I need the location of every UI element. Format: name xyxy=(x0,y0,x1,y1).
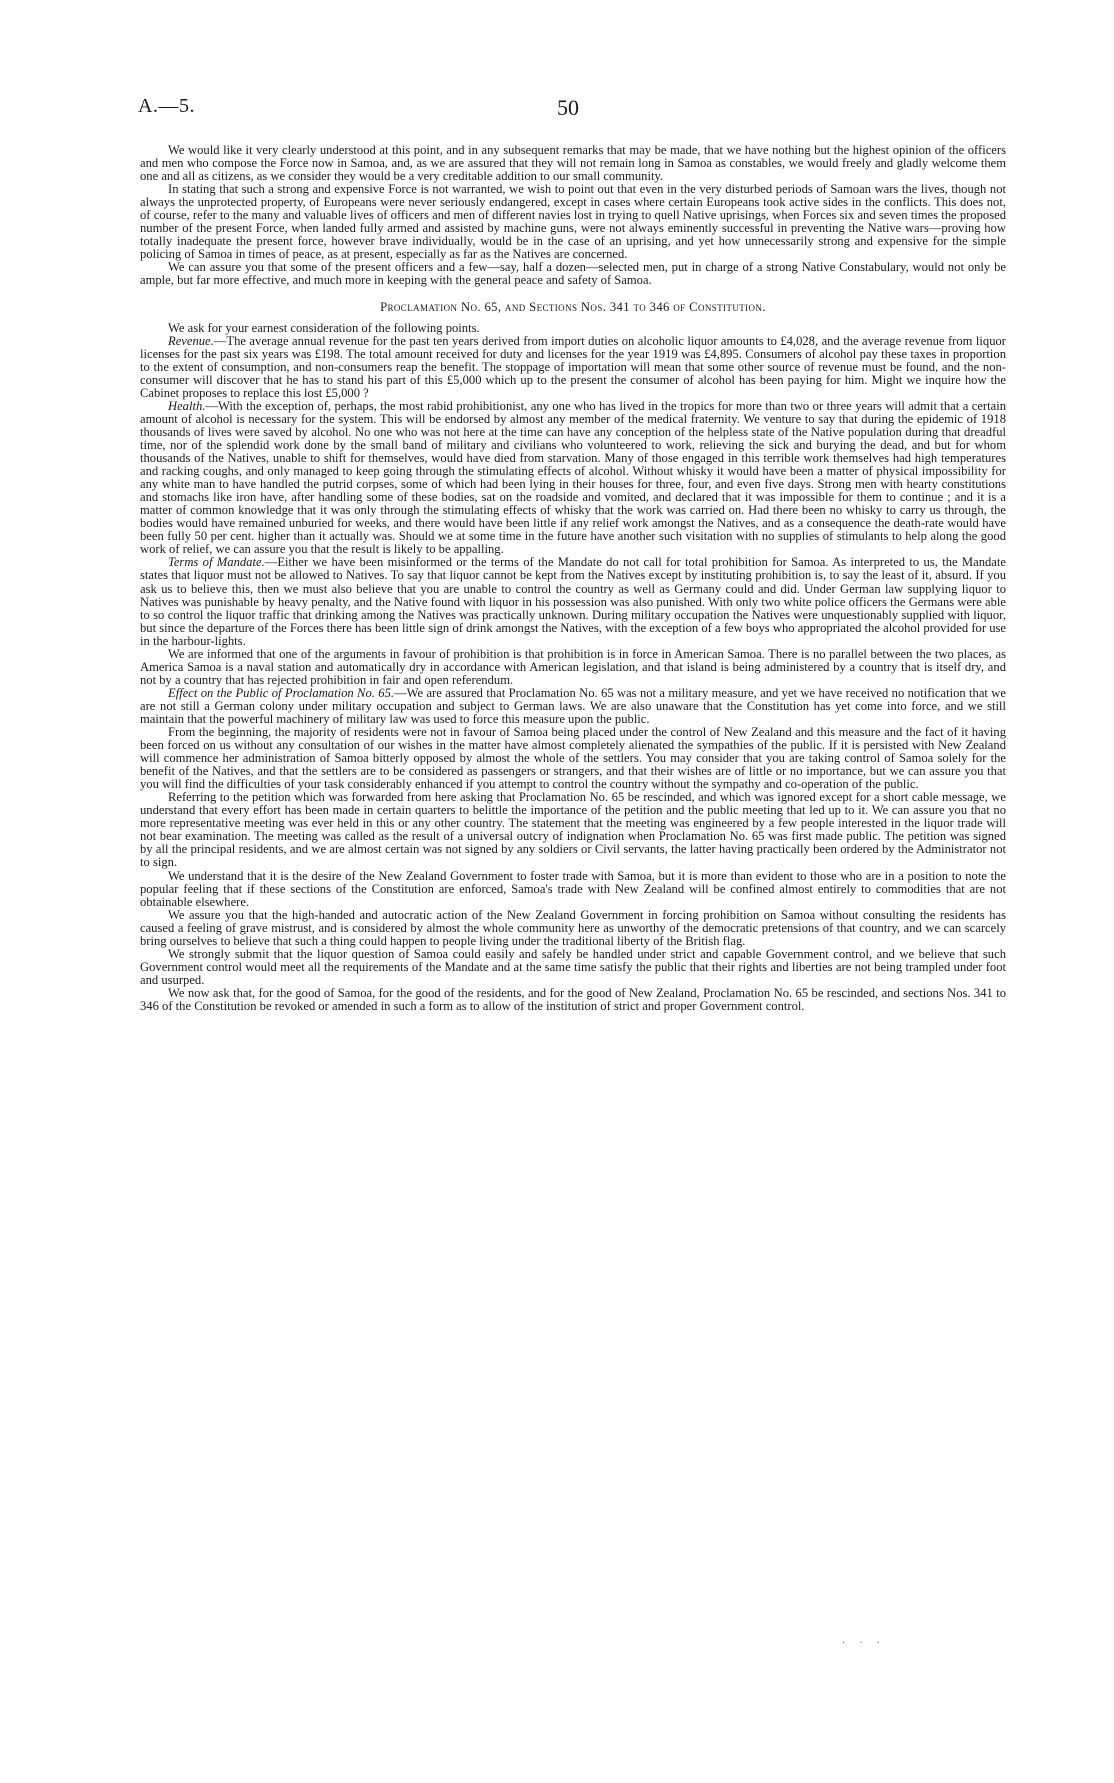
paragraph: We would like it very clearly understood at this point, and in any subsequent remarks that may be made, that we have nothing but the highest opinion of the officers and men who compose the Force now in Samoa, and, as we are assured that they will not remain long in Samoa as constables, we would freely and gladly welcome them one and all as citizens, as we consider they would be a very creditable addition to our small community. xyxy=(140,143,1006,184)
paragraph-text: We now ask that, for the good of Samoa, for the good of the residents, and for the good of New Zealand, Proclamation No. 65 be rescinded, and sections Nos. 341 to 346 of the Constitution be revoked or amended in such a form as to allow of the institution of strict and proper Government control. xyxy=(140,985,1006,1013)
paragraph-text: We ask for your earnest consideration of the following points. xyxy=(168,320,480,335)
paragraph-text: —The average annual revenue for the past ten years derived from import duties on alcoholic liquor amounts to £4,028, and the average revenue from liquor licenses for the past six years was £198. The total amount received for duty and licenses for the year 1919 was £4,895. Consumers of alcohol pay these taxes in proportion to the extent of consumption, and non-consumers reap the benefit. The stoppage of importation will mean that some other source of revenue must be found, and the non-consumer will discover that he has to stand his part of this £5,000 which up to the present the consumer of alcohol has been paying for him. Might we inquire how the Cabinet proposes to replace this lost £5,000 ? xyxy=(140,333,1006,400)
paragraph xyxy=(140,726,1006,791)
paragraph xyxy=(140,335,1006,400)
paragraph xyxy=(140,948,1006,987)
document-reference: A.—5. xyxy=(138,95,195,117)
paragraph xyxy=(140,648,1006,687)
paragraph-text: —Either we have been misinformed or the terms of the Mandate do not call for total prohibition for Samoa. As interpreted to us, the Mandate states that liquor must not be allowed to Natives. To say that liquor cannot be kept from the Natives except by instituting prohibition is, to say the least of it, absurd. If you ask us to believe this, then we must also believe that you are unable to control the country as well as Germany could and did. Under German law supplying liquor to Natives was punishable by heavy penalty, and the Native found with liquor in his possession was also punished. With only two white police officers the Germans were able to so control the liquor traffic that drinking among the Natives was practically unknown. During military occupation the Natives were unquestionably supplied with liquor, but since the departure of the Forces there has been little sign of drink amongst the Natives, with the exception of a few boys who appropriated the alcohol provided for use in the harbour-lights. xyxy=(140,555,1006,648)
scan-specks: ·​·​· xyxy=(842,1638,894,1649)
paragraph: In stating that such a strong and expensive Force is not warranted, we wish to point out that even in the very disturbed periods of Samoan wars the lives, though not always the unprotected property, of Europeans were never seriously endangered, except in cases where certain Europeans took active sides in the conflicts. This does not, of course, refer to the many and valuable lives of officers and men of different navies lost in trying to quell Native uprisings, when Forces six and seven times the proposed number of the present Force, when landed fully armed and assisted by machine guns, were not always eminently successful in preventing the Native wars—proving how totally inadequate the present force, however brave individually, would be in the case of an uprising, and yet how unnecessarily strong and expensive for the simple policing of Samoa in times of peace, as at present, especially as far as the Natives are concerned. xyxy=(140,182,1006,262)
page-header xyxy=(138,95,998,125)
paragraph-text: We are informed that one of the arguments in favour of prohibition is that prohibition is in force in American Samoa. There is no parallel between the two places, as America Samoa is a naval station and automatically dry in accordance with American legislation, and that island is being administered by a country that is itself dry, and not by a country that has rejected prohibition in fair and open referendum. xyxy=(140,646,1006,687)
paragraph-text: We strongly submit that the liquor question of Samoa could easily and safely be handled under strict and capable Government control, and we believe that such Government control would meet all the requirements of the Mandate and at the same time satisfy the public that their rights and liberties are not being trampled under foot and usurped. xyxy=(140,946,1006,987)
paragraph xyxy=(140,687,1006,726)
paragraph-text: —We are assured that Proclamation No. 65 was not a military measure, and yet we have received no notification that we are not still a German colony under military occupation and subject to German laws. We are also unaware that the Constitution has yet come into force, and we still maintain that the powerful machinery of military law was used to force this measure upon the public. xyxy=(140,685,1006,726)
paragraph xyxy=(140,400,1006,557)
paragraph-text: We understand that it is the desire of the New Zealand Government to foster trade with Samoa, but it is more than evident to those who are in a position to note the popular feeling that if these sections of the Constitution are enforced, Samoa's trade with New Zealand will be confined almost entirely to commodities that are not obtainable elsewhere. xyxy=(140,868,1006,909)
paragraph-text: From the beginning, the majority of residents were not in favour of Samoa being placed under the control of New Zealand and this measure and the fact of it having been forced on us without any consultation of our wishes in the matter have almost completely alienated the sympathies of the public. If it is persisted with New Zealand will commence her administration of Samoa bitterly opposed by almost the whole of the settlers. You may consider that you are taking control of Samoa solely for the benefit of the Natives, and that the settlers are to be considered as passengers or strangers, and that their wishes are of little or no importance, but we can assure you that you will find the difficulties of your task considerably enhanced if you attempt to control the country without the sympathy and co-operation of the public. xyxy=(140,725,1006,792)
paragraph-lead: Revenue. xyxy=(168,333,214,348)
paragraph: We can assure you that some of the present officers and a few—say, half a dozen—selected men, put in charge of a strong Native Constabulary, would not only be ample, but far more effective, and much more in keeping with the general peace and safety of Samoa. xyxy=(140,260,1006,288)
section-heading: Proclamation No. 65, and Sections Nos. 341 to 346 of Constitution. xyxy=(380,299,766,314)
paragraph-lead: Health. xyxy=(168,398,206,413)
paragraph-lead: Terms of Mandate. xyxy=(168,555,265,570)
paragraph xyxy=(140,556,1006,647)
document-body xyxy=(140,144,1006,1013)
paragraph xyxy=(140,870,1006,909)
paragraph-text: Referring to the petition which was forwarded from here asking that Proclamation No. 65 be rescinded, and which was ignored except for a short cable message, we understand that every effort has been made in certain quarters to belittle the importance of the petition and the public meeting that led up to it. We can assure you that no more representative meeting was ever held in this or any other country. The statement that the meeting was engineered by a few people interested in the liquor trade will not bear examination. The meeting was called as the result of a universal outcry of indignation when Proclamation No. 65 was first made public. The petition was signed by all the principal residents, and we are almost certain was not signed by any soldiers or Civil servants, the latter having practically been ordered by the Administrator not to sign. xyxy=(140,790,1006,870)
paragraph-lead: Effect on the Public of Proclamation No. 65. xyxy=(168,685,395,700)
page-number: 50 xyxy=(557,95,579,120)
paragraph xyxy=(140,987,1006,1013)
paragraph-text: —With the exception of, perhaps, the most rabid prohibitionist, any one who has lived in the tropics for more than two or three years will admit that a certain amount of alcohol is necessary for the system. This will be endorsed by almost any member of the medical fraternity. We venture to say that during the epidemic of 1918 thousands of lives were saved by alcohol. No one who was not here at the time can have any conception of the helpless state of the Native population during that dreadful time, nor of the splendid work done by the small band of military and civilians who volunteered to work, relieving the sick and burying the dead, and but for whom thousands of the Natives, unable to shift for themselves, would have died from starvation. Many of those engaged in this terrible work themselves had high temperatures and racking coughs, and only managed to keep going through the stimulating effects of alcohol. Without whisky it would have been a matter of physical impossibility for any white man to have handled the putrid corpses, some of which had been lying in their houses for three, four, and even five days. Strong men with hearty constitutions and stomachs like iron have, after handling some of these bodies, sat on the roadside and vomited, and declared that it was impossible for them to continue ; and it is a matter of common knowledge that it was only through the stimulating effects of whisky that the work was carried on. Had there been no whisky to carry us through, the bodies would have remained unburied for weeks, and there would have been little if any relief work amongst the Natives, and as a consequence the death-rate would have been fully 50 per cent. higher than it actually was. Should we at some time in the future have another such visitation with no supplies of stimulants to help along the good work of relief, we can assure you that the result is likely to be appalling. xyxy=(140,398,1006,557)
paragraph xyxy=(140,791,1006,869)
paragraph-text: We assure you that the high-handed and autocratic action of the New Zealand Government in forcing prohibition on Samoa without consulting the residents has caused a feeling of grave mistrust, and is considered by almost the whole community here as unworthy of the democratic pretensions of that country, and we can scarcely bring ourselves to believe that such a thing could happen to people living under the traditional liberty of the British flag. xyxy=(140,907,1006,948)
paragraph xyxy=(140,909,1006,948)
